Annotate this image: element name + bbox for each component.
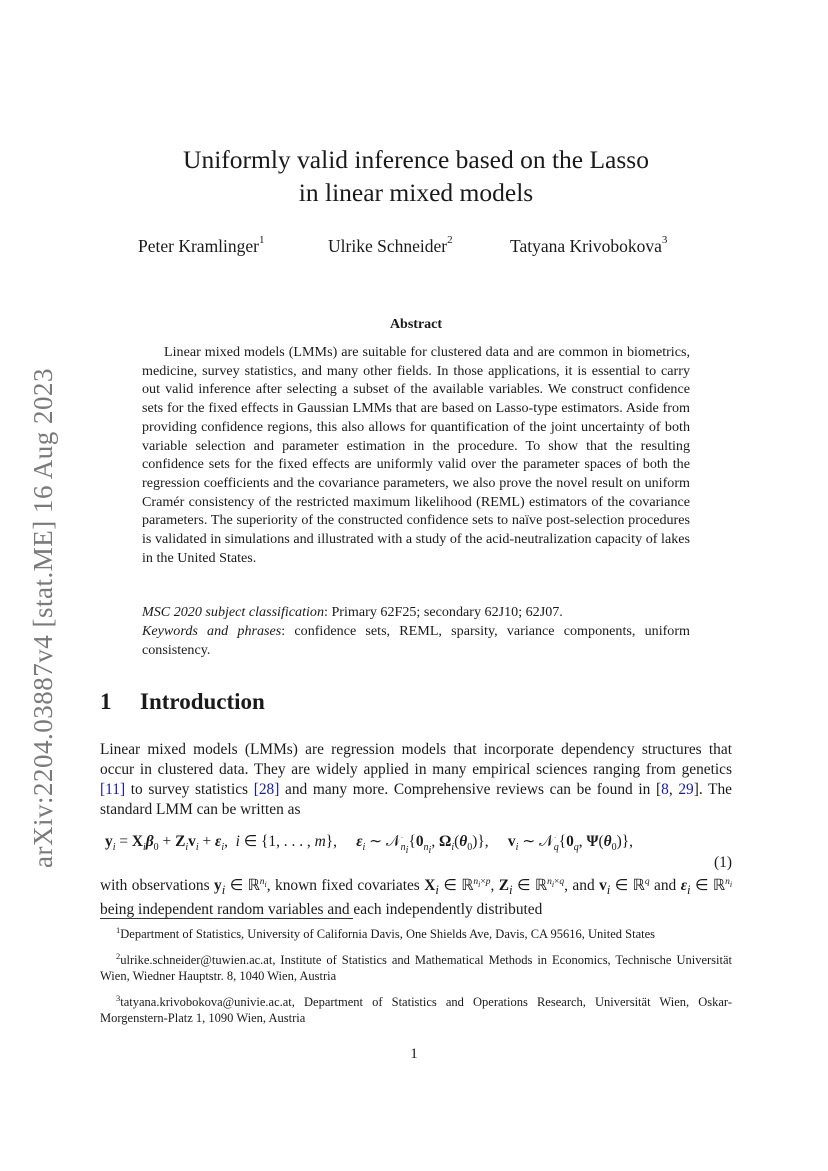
paper-title (100, 143, 732, 209)
footnote-3-text: tatyana.krivobokova@univie.ac.at, Department of Statistics and Operations Research, Universität Wien, Oskar-Morgenstern-Platz 1, 1090 Wien, Austria (100, 994, 732, 1026)
post-equation-text: with observations $y_i$ ∈ ℝ$^{n_i}$, known fixed covariates $X_i$ ∈ ℝ$^{n_i\times p}$, $Z_i$ ∈ ℝ$^{n_i\times q}$, and $v_i$ ∈ ℝ$^q$ and $\varepsilon_i$ ∈ ℝ$^{n_i}$ being independent random variables and each independently distributed (100, 877, 733, 919)
author-1 (138, 236, 265, 257)
footnote-1-mark: 1 (116, 925, 121, 935)
intro-text-2: to survey statistics (125, 780, 254, 798)
author-2-name: Ulrike Schneider (328, 236, 448, 256)
abstract-body: Linear mixed models (LMMs) are suitable for clustered data and are common in biometrics, medicine, survey statistics, and many other fields. In those applications, it is essential to carry out valid inference after selecting a subset of the available variables. We construct confidence sets for the fixed effects in Gaussian LMMs that are based on Lasso-type estimators. Aside from providing confidence regions, this also allows for quantification of the joint uncertainty of both variable selection and parameter estimation in the procedure. To show that the resulting confidence sets for the fixed effects are uniformly valid over the parameter spaces of both the regression coefficients and the covariance parameters, we also prove the novel result on uniform Cramér consistency of the restricted maximum likelihood (REML) estimators of the covariance parameters. The superiority of the constructed confidence sets to naïve post-selection procedures is validated in simulations and illustrated with a study of the acid-neutralization capacity of lakes in the United States. (142, 344, 690, 566)
author-2 (328, 236, 453, 257)
footnote-2 (100, 948, 732, 985)
msc-text: : Primary 62F25; secondary 62J10; 62J07. (324, 604, 563, 620)
intro-text-4: , (668, 780, 679, 798)
intro-text-1: Linear mixed models (LMMs) are regression models that incorporate dependency structures that occur in clustered data. They are widely applied in many empirical sciences ranging from genetics (100, 741, 732, 778)
author-3-name: Tatyana Krivobokova (510, 236, 662, 256)
equation-number: (1) (714, 854, 732, 871)
author-1-name: Peter Kramlinger (138, 236, 259, 256)
post-eq-text-2: , known fixed covariates (266, 877, 425, 895)
footnote-1 (100, 922, 732, 943)
keywords (142, 622, 690, 659)
section-heading (100, 689, 265, 715)
footnote-2-text: ulrike.schneider@tuwien.ac.at, Institute of Statistics and Mathematical Methods in Economics, Technische Universität Wien, Wiedner Hauptstr. 8, 1040 Wien, Austria (100, 952, 732, 984)
footnote-3-mark: 3 (116, 992, 121, 1003)
citation-link-11[interactable]: [11] (100, 780, 126, 798)
author-3 (510, 236, 667, 257)
keywords-label: Keywords and phrases (142, 623, 282, 639)
citation-link-8[interactable]: 8 (661, 780, 669, 798)
intro-text-3: and many more. Comprehensive reviews can be found in [ (279, 780, 662, 798)
citation-link-29[interactable]: 29 (678, 780, 694, 798)
msc-classification (142, 603, 690, 622)
post-eq-text-5: being independent random variables and each independently distributed (100, 901, 543, 919)
author-3-mark: 3 (661, 234, 668, 247)
intro-paragraph (100, 740, 732, 820)
post-eq-text-1: with observations (100, 877, 215, 895)
msc-label: MSC 2020 subject classification (142, 604, 325, 620)
arxiv-stamp-text: arXiv:2204.03887v4 [stat.ME] 16 Aug 2023 (28, 368, 58, 868)
title-line-1: Uniformly valid inference based on the Lasso (183, 145, 649, 174)
equation-1 (100, 829, 732, 877)
page-number: 1 (410, 1046, 418, 1062)
title-line-2: in linear mixed models (298, 178, 534, 207)
intro-text-5: ]. The standard LMM can be written as (100, 780, 732, 818)
footnote-1-text: Department of Statistics, University of California Davis, One Shields Ave, Davis, CA 95616, United States (120, 927, 656, 942)
abstract-heading: Abstract (389, 317, 443, 332)
section-title: Introduction (140, 689, 265, 714)
citation-link-28[interactable]: [28] (253, 780, 280, 798)
arxiv-identifier-stamp (8, 350, 64, 870)
footnote-divider (100, 918, 353, 919)
footnotes (100, 922, 732, 1032)
equation-body: $y_i = X_i\beta_0 + Z_iv_i + \varepsilon_i$, i ∈ {1, . . . , m}, $\varepsilon_i$ ∼ $𝒩_{n_i}\{0_{n_i}$, $\Omega_i(\theta_0)$}, $v_i$ ∼ $𝒩_q\{0_q$, $\Psi(\theta_0)$}, (105, 833, 634, 857)
post-eq-text-4: and (649, 877, 681, 895)
footnote-3 (100, 990, 732, 1027)
footnote-2-mark: 2 (116, 950, 121, 961)
post-eq-text-3: , and (564, 877, 600, 895)
author-1-mark: 1 (259, 234, 265, 247)
author-2-mark: 2 (447, 234, 453, 247)
arxiv-stamp-svg (8, 350, 64, 870)
keywords-text: : confidence sets, REML, sparsity, variance components, uniform consistency. (142, 623, 691, 658)
section-number: 1 (100, 689, 112, 714)
